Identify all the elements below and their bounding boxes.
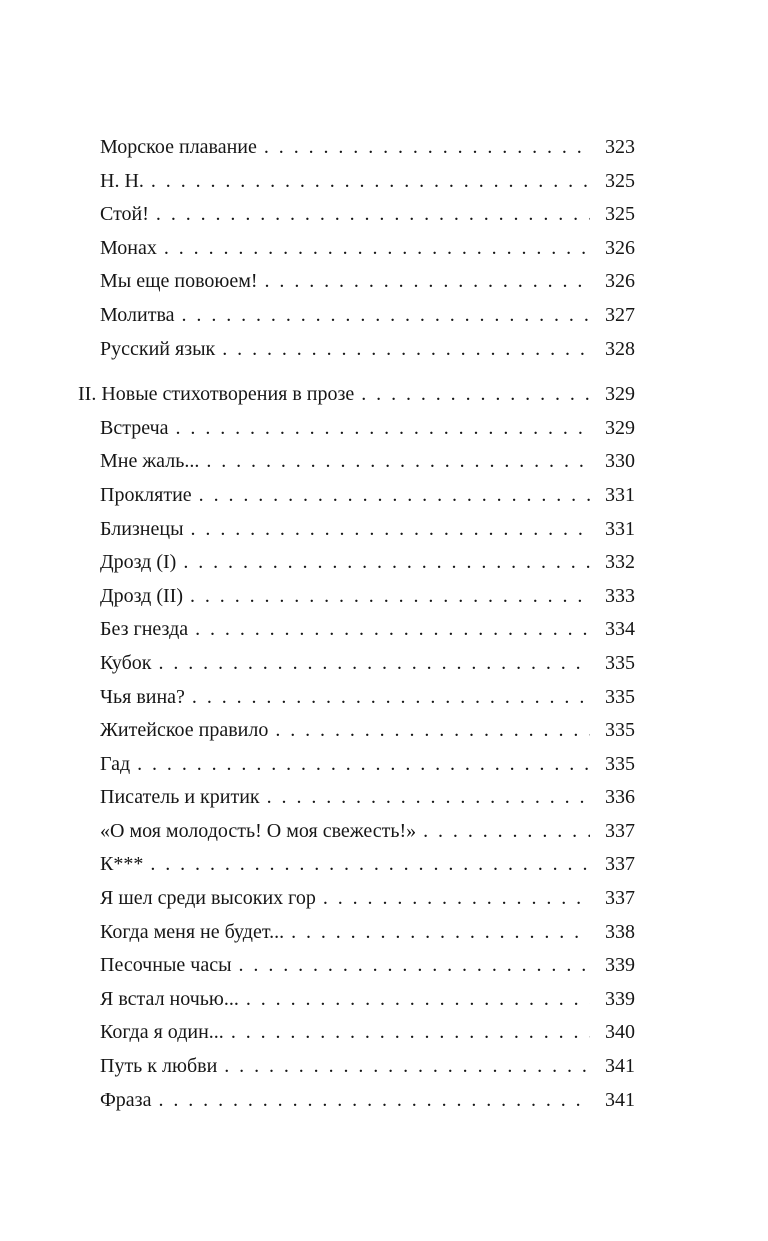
toc-entry-title: Монах [100, 236, 157, 259]
dot-leader [316, 882, 590, 916]
toc-entry-title: Встреча [100, 416, 169, 439]
toc-entry-title: Кубок [100, 651, 152, 674]
toc-entry [78, 748, 635, 782]
book-page [78, 131, 635, 1117]
toc-entry-title: Мы еще повоюем! [100, 270, 258, 293]
toc-page-number: 330 [605, 450, 635, 473]
toc-page-number: 337 [605, 887, 635, 910]
toc-entry [78, 479, 635, 513]
dot-leader [268, 714, 590, 748]
toc-entry [78, 513, 635, 547]
toc-page-number: 332 [605, 551, 635, 574]
dot-leader [185, 681, 590, 715]
toc-entry-title: Писатель и критик [100, 786, 260, 809]
toc-entry-title: Дрозд (I) [100, 551, 177, 574]
dot-leader [169, 412, 590, 446]
toc-page-number: 333 [605, 584, 635, 607]
toc-page-number: 338 [605, 920, 635, 943]
toc-entry-title: Молитва [100, 303, 175, 326]
toc-entry-title: Гад [100, 752, 131, 775]
toc-entry [78, 580, 635, 614]
toc-entry [78, 949, 635, 983]
toc-page-number: 335 [605, 719, 635, 742]
dot-leader [215, 333, 590, 367]
dot-leader [144, 165, 590, 199]
dot-leader [184, 513, 590, 547]
toc-entry-title: «О моя молодость! О моя свежесть!» [100, 819, 417, 842]
toc-entry [78, 378, 635, 412]
toc-entry [78, 1050, 635, 1084]
toc-entry [78, 848, 635, 882]
dot-leader [192, 479, 590, 513]
toc-entry [78, 445, 635, 479]
toc-entry [78, 1084, 635, 1118]
toc-entry-title: Морское плавание [100, 136, 257, 158]
dot-leader [183, 580, 590, 614]
dot-leader [176, 546, 590, 580]
toc-entry [78, 165, 635, 199]
toc-page-number: 337 [605, 853, 635, 876]
toc-entry [78, 265, 635, 299]
dot-leader [232, 949, 590, 983]
toc-page-number: 341 [605, 1088, 635, 1111]
toc-entry-title: Н. Н. [100, 169, 144, 192]
toc-page-number: 325 [605, 169, 635, 192]
toc-page-number: 335 [605, 752, 635, 775]
dot-leader [224, 1016, 590, 1050]
toc-page-number: 326 [605, 270, 635, 293]
toc-page-number: 329 [605, 383, 635, 406]
toc-page-number: 329 [605, 416, 635, 439]
table-of-contents [78, 131, 635, 1117]
dot-leader [257, 131, 590, 165]
toc-page-number: 341 [605, 1055, 635, 1078]
dot-leader [260, 781, 590, 815]
toc-entry-title: II. Новые стихотворения в прозе [78, 383, 355, 406]
toc-page-number: 331 [605, 483, 635, 506]
toc-page-number: 336 [605, 786, 635, 809]
toc-page-number: 337 [605, 819, 635, 842]
toc-entry-title: Близнецы [100, 517, 184, 540]
toc-entry [78, 613, 635, 647]
toc-entry-title: Без гнезда [100, 618, 189, 641]
toc-entry-title: Дрозд (II) [100, 584, 183, 607]
dot-leader [149, 198, 590, 232]
dot-leader [284, 916, 590, 950]
toc-entry [78, 333, 635, 367]
toc-entry [78, 1016, 635, 1050]
toc-entry-title: Путь к любви [100, 1055, 218, 1078]
toc-entry [78, 412, 635, 446]
toc-entry [78, 546, 635, 580]
toc-entry [78, 781, 635, 815]
dot-leader [354, 378, 590, 412]
toc-page-number: 327 [605, 303, 635, 326]
toc-page-number: 335 [605, 685, 635, 708]
dot-leader [239, 983, 590, 1017]
dot-leader [416, 815, 590, 849]
toc-entry-title: Мне жаль... [100, 450, 200, 473]
toc-entry [78, 983, 635, 1017]
toc-entry [78, 882, 635, 916]
dot-leader [188, 613, 590, 647]
toc-entry-title: Я шел среди высоких гор [100, 887, 316, 910]
dot-leader [130, 748, 590, 782]
toc-entry-title: Фраза [100, 1088, 152, 1111]
dot-leader [175, 299, 590, 333]
toc-entry-title: Песочные часы [100, 954, 232, 977]
toc-page-number: 339 [605, 954, 635, 977]
toc-entry-title: Когда меня не будет... [100, 920, 285, 943]
toc-entry-title: Когда я один... [100, 1021, 224, 1044]
toc-page-number: 339 [605, 987, 635, 1010]
toc-page-number: 323 [605, 136, 635, 158]
toc-entry-title: Проклятие [100, 483, 192, 506]
toc-entry [78, 131, 635, 165]
dot-leader [258, 265, 590, 299]
toc-entry [78, 916, 635, 950]
toc-entry [78, 681, 635, 715]
toc-entry-title: Чья вина? [100, 685, 185, 708]
toc-entry-title: Русский язык [100, 337, 216, 360]
toc-entry-title: Я встал ночью... [100, 987, 239, 1010]
toc-page-number: 334 [605, 618, 635, 641]
toc-entry [78, 299, 635, 333]
toc-entry-title: Стой! [100, 203, 149, 226]
toc-entry [78, 815, 635, 849]
toc-page-number: 335 [605, 651, 635, 674]
dot-leader [199, 445, 590, 479]
dot-leader [143, 848, 590, 882]
dot-leader [217, 1050, 590, 1084]
toc-entry-title: К*** [100, 853, 144, 876]
toc-entry [78, 232, 635, 266]
toc-page-number: 340 [605, 1021, 635, 1044]
toc-entry-title: Житейское правило [100, 719, 269, 742]
toc-entry [78, 714, 635, 748]
toc-page-number: 325 [605, 203, 635, 226]
toc-entry [78, 198, 635, 232]
dot-leader [151, 1084, 590, 1118]
toc-page-number: 326 [605, 236, 635, 259]
dot-leader [157, 232, 590, 266]
toc-entry [78, 647, 635, 681]
toc-page-number: 328 [605, 337, 635, 360]
dot-leader [151, 647, 590, 681]
toc-page-number: 331 [605, 517, 635, 540]
